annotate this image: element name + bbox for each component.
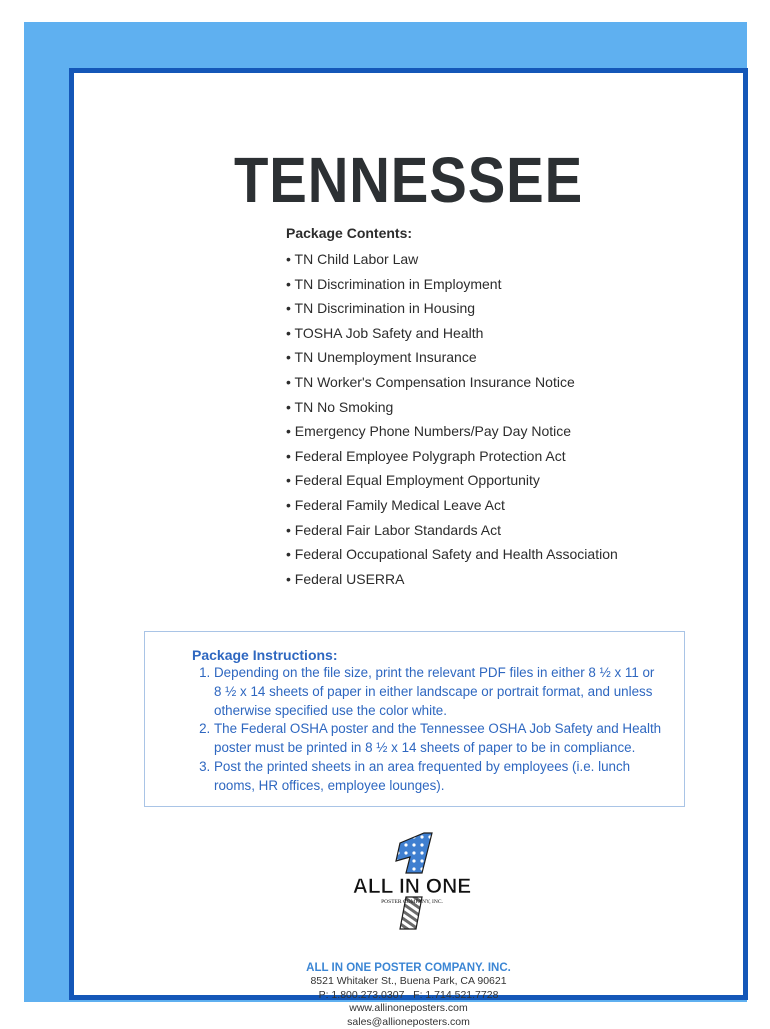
- company-name: ALL IN ONE POSTER COMPANY. INC.: [74, 961, 743, 975]
- list-item: • TN Discrimination in Employment: [286, 272, 618, 297]
- company-email: sales@allioneposters.com: [74, 1016, 743, 1029]
- list-item: • Emergency Phone Numbers/Pay Day Notice: [286, 419, 618, 444]
- list-item: • Federal Occupational Safety and Health Association: [286, 542, 618, 567]
- package-instructions-box: [144, 631, 685, 807]
- poster-page: [69, 68, 748, 1000]
- package-contents-heading: Package Contents:: [286, 225, 618, 241]
- package-contents: [286, 225, 618, 591]
- company-info: [74, 961, 743, 1029]
- all-in-one-logo: [362, 833, 462, 933]
- package-instructions-heading: Package Instructions:: [192, 646, 664, 664]
- company-address: 8521 Whitaker St., Buena Park, CA 90621: [74, 975, 743, 989]
- logo-wordmark: ALL IN ONE: [353, 875, 472, 898]
- page-title: TENNESSEE: [114, 143, 703, 217]
- list-item: • Federal Family Medical Leave Act: [286, 493, 618, 518]
- list-item: • Federal Employee Polygraph Protection Act: [286, 444, 618, 469]
- list-item: • TN Unemployment Insurance: [286, 345, 618, 370]
- list-item: • TN Discrimination in Housing: [286, 296, 618, 321]
- company-website: www.allinoneposters.com: [74, 1002, 743, 1016]
- list-item: • Federal Fair Labor Standards Act: [286, 518, 618, 543]
- list-item: • Federal Equal Employment Opportunity: [286, 468, 618, 493]
- contents-list: [286, 247, 618, 591]
- list-item: • TN No Smoking: [286, 395, 618, 420]
- list-item: • TOSHA Job Safety and Health: [286, 321, 618, 346]
- instruction-item: 1. Depending on the file size, print the relevant PDF files in either 8 ½ x 11 or 8 ½ x 14 sheets of paper in either landscape or portrait format, and unless otherwise specified use the color white.: [214, 664, 664, 720]
- instruction-item: 2. The Federal OSHA poster and the Tennessee OSHA Job Safety and Health poster must be printed in 8 ½ x 14 sheets of paper to be in compliance.: [214, 720, 664, 758]
- instructions-list: [192, 664, 664, 796]
- outer-frame: [24, 22, 747, 1002]
- instruction-item: 3. Post the printed sheets in an area frequented by employees (i.e. lunch rooms, HR offices, employee lounges).: [214, 758, 664, 796]
- company-phone: P: 1.800.273.0307 F: 1.714.521.7728: [74, 989, 743, 1003]
- list-item: • TN Worker's Compensation Insurance Notice: [286, 370, 618, 395]
- list-item: • Federal USERRA: [286, 567, 618, 592]
- list-item: • TN Child Labor Law: [286, 247, 618, 272]
- logo-subtext: POSTER COMPANY, INC.: [381, 899, 443, 905]
- logo-number-one-top: [396, 833, 432, 873]
